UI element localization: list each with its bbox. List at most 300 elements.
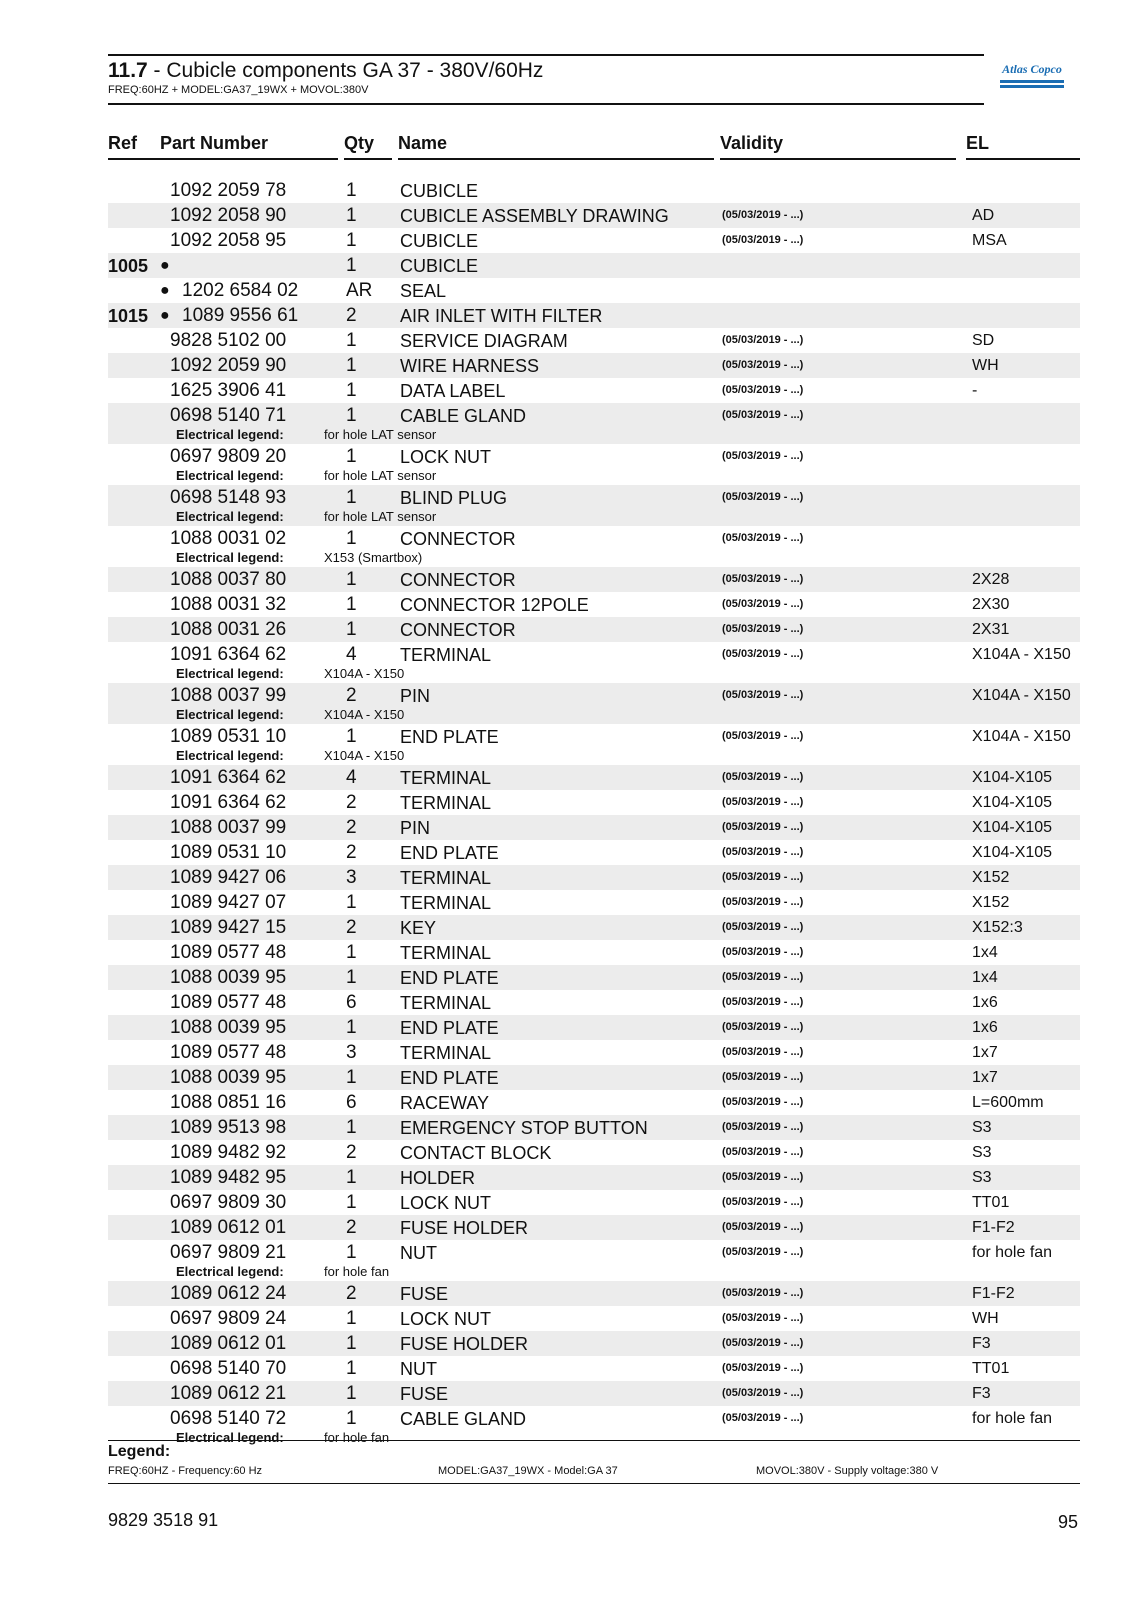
- legend-item-voltage: MOVOL:380V - Supply voltage:380 V: [756, 1465, 939, 1477]
- table-row: [108, 1040, 1080, 1065]
- el-cell: X104-X105: [972, 819, 1053, 836]
- table-row: [108, 683, 1080, 724]
- legend-item-frequency: FREQ:60HZ - Frequency:60 Hz: [108, 1465, 263, 1477]
- column-header-qty: Qty: [344, 130, 392, 160]
- name-cell: LOCK NUT: [400, 447, 492, 467]
- el-cell: X152: [972, 869, 1010, 886]
- brand-logo-text: Atlas Copco: [1002, 62, 1062, 76]
- el-cell: F1-F2: [972, 1285, 1015, 1302]
- el-cell: 1x4: [972, 969, 998, 986]
- section-number: 11.7: [108, 59, 148, 82]
- part-number-cell: 1088 0039 95: [170, 967, 287, 988]
- part-number-cell: 9828 5102 00: [170, 330, 287, 351]
- table-row: [108, 940, 1080, 965]
- column-header-ref: Ref: [108, 130, 160, 160]
- qty-cell: 2: [346, 1142, 357, 1163]
- name-cell: NUT: [400, 1359, 437, 1379]
- validity-cell: (05/03/2019 - ...): [722, 771, 804, 783]
- qty-cell: 1: [346, 380, 357, 401]
- name-cell: FUSE HOLDER: [400, 1334, 529, 1354]
- qty-cell: 3: [346, 1042, 357, 1063]
- table-row: [108, 1090, 1080, 1115]
- el-cell: AD: [972, 207, 995, 224]
- bullet-icon: ●: [160, 257, 170, 274]
- part-number-cell: 1089 0577 48: [170, 992, 287, 1013]
- validity-cell: (05/03/2019 - ...): [722, 821, 804, 833]
- name-cell: CONNECTOR 12POLE: [400, 595, 589, 615]
- name-cell: SERVICE DIAGRAM: [400, 331, 568, 351]
- validity-cell: (05/03/2019 - ...): [722, 1246, 804, 1258]
- column-header-part-number: Part Number: [160, 130, 338, 160]
- validity-cell: (05/03/2019 - ...): [722, 1196, 804, 1208]
- table-row: [108, 567, 1080, 592]
- validity-cell: (05/03/2019 - ...): [722, 1096, 804, 1108]
- part-number-cell: 1089 9482 92: [170, 1142, 287, 1163]
- el-cell: X104A - X150: [972, 728, 1071, 745]
- el-cell: F3: [972, 1335, 991, 1352]
- validity-cell: (05/03/2019 - ...): [722, 689, 804, 701]
- name-cell: TERMINAL: [400, 993, 492, 1013]
- electrical-legend-value: for hole LAT sensor: [324, 427, 437, 442]
- qty-cell: 1: [346, 1192, 357, 1213]
- table-row: [108, 1215, 1080, 1240]
- qty-cell: 1: [346, 967, 357, 988]
- qty-cell: 1: [346, 230, 357, 251]
- el-cell: S3: [972, 1169, 992, 1186]
- part-number-cell: 0698 5140 70: [170, 1358, 287, 1379]
- part-number-cell: 1089 0531 10: [170, 726, 287, 747]
- validity-cell: (05/03/2019 - ...): [722, 491, 804, 503]
- electrical-legend-label: Electrical legend:: [176, 1264, 284, 1279]
- el-cell: 1x4: [972, 944, 998, 961]
- name-cell: TERMINAL: [400, 645, 492, 665]
- logo-bar-top: [1000, 80, 1064, 83]
- bullet-icon: ●: [160, 282, 170, 299]
- table-row: [108, 1281, 1080, 1306]
- validity-cell: (05/03/2019 - ...): [722, 796, 804, 808]
- table-row: [108, 617, 1080, 642]
- name-cell: FUSE: [400, 1284, 449, 1304]
- qty-cell: 1: [346, 330, 357, 351]
- validity-cell: (05/03/2019 - ...): [722, 846, 804, 858]
- validity-cell: (05/03/2019 - ...): [722, 450, 804, 462]
- name-cell: LOCK NUT: [400, 1309, 492, 1329]
- validity-cell: (05/03/2019 - ...): [722, 896, 804, 908]
- validity-cell: (05/03/2019 - ...): [722, 1287, 804, 1299]
- name-cell: EMERGENCY STOP BUTTON: [400, 1118, 648, 1138]
- qty-cell: 4: [346, 644, 357, 665]
- table-row: [108, 1190, 1080, 1215]
- part-number-cell: 1202 6584 02: [182, 280, 299, 301]
- electrical-legend-value: for hole fan: [324, 1430, 390, 1445]
- section-header: [108, 54, 984, 105]
- part-number-cell: 1089 9427 07: [170, 892, 287, 913]
- table-row: [108, 1240, 1080, 1281]
- name-cell: END PLATE: [400, 968, 499, 988]
- validity-cell: (05/03/2019 - ...): [722, 209, 804, 221]
- name-cell: SEAL: [400, 281, 447, 301]
- brand-logo: [1000, 62, 1064, 96]
- table-row: [108, 1015, 1080, 1040]
- part-number-cell: 1088 0037 80: [170, 569, 287, 590]
- table-row: [108, 1381, 1080, 1406]
- el-cell: -: [972, 382, 978, 399]
- validity-cell: (05/03/2019 - ...): [722, 409, 804, 421]
- table-row: [108, 790, 1080, 815]
- electrical-legend-value: X104A - X150: [324, 707, 405, 722]
- table-row: [108, 485, 1080, 526]
- qty-cell: 1: [346, 180, 357, 201]
- name-cell: CONTACT BLOCK: [400, 1143, 552, 1163]
- qty-cell: 3: [346, 867, 357, 888]
- qty-cell: 2: [346, 305, 357, 326]
- name-cell: CUBICLE: [400, 256, 479, 276]
- name-cell: CONNECTOR: [400, 570, 516, 590]
- electrical-legend-label: Electrical legend:: [176, 427, 284, 442]
- column-header-el: EL: [966, 130, 1080, 160]
- name-cell: CABLE GLAND: [400, 406, 527, 426]
- table-row: [108, 228, 1080, 253]
- name-cell: TERMINAL: [400, 868, 492, 888]
- table-row: [108, 865, 1080, 890]
- qty-cell: 1: [346, 1167, 357, 1188]
- legend-box: [108, 1440, 1080, 1484]
- table-row: [108, 1165, 1080, 1190]
- part-number-cell: 0698 5140 71: [170, 405, 287, 426]
- qty-cell: 1: [346, 405, 357, 426]
- el-cell: F3: [972, 1385, 991, 1402]
- part-number-cell: 0697 9809 20: [170, 446, 287, 467]
- name-cell: CABLE GLAND: [400, 1409, 527, 1429]
- part-number-cell: 1089 9427 15: [170, 917, 287, 938]
- electrical-legend-value: for hole LAT sensor: [324, 468, 437, 483]
- table-row: [108, 328, 1080, 353]
- part-number-cell: 0697 9809 24: [170, 1308, 287, 1329]
- validity-cell: (05/03/2019 - ...): [722, 648, 804, 660]
- name-cell: PIN: [400, 818, 431, 838]
- part-number-cell: 1089 9513 98: [170, 1117, 287, 1138]
- part-number-cell: 1089 0577 48: [170, 942, 287, 963]
- part-number-cell: 1089 0612 21: [170, 1383, 287, 1404]
- part-number-cell: 1092 2059 90: [170, 355, 287, 376]
- name-cell: CUBICLE: [400, 231, 479, 251]
- name-cell: CUBICLE: [400, 181, 479, 201]
- part-number-cell: 1092 2058 95: [170, 230, 287, 251]
- validity-cell: (05/03/2019 - ...): [722, 384, 804, 396]
- name-cell: CUBICLE ASSEMBLY DRAWING: [400, 206, 669, 226]
- qty-cell: 2: [346, 685, 357, 706]
- name-cell: DATA LABEL: [400, 381, 506, 401]
- el-cell: 1x6: [972, 994, 998, 1011]
- part-number-cell: 0697 9809 21: [170, 1242, 287, 1263]
- page-subtitle: FREQ:60HZ + MODEL:GA37_19WX + MOVOL:380V: [108, 84, 369, 96]
- name-cell: TERMINAL: [400, 793, 492, 813]
- name-cell: END PLATE: [400, 1068, 499, 1088]
- electrical-legend-label: Electrical legend:: [176, 666, 284, 681]
- el-cell: S3: [972, 1119, 992, 1136]
- validity-cell: (05/03/2019 - ...): [722, 573, 804, 585]
- qty-cell: 2: [346, 1283, 357, 1304]
- qty-cell: 1: [346, 1308, 357, 1329]
- el-cell: X104-X105: [972, 794, 1053, 811]
- el-cell: 2X31: [972, 621, 1010, 638]
- part-number-cell: 1091 6364 62: [170, 644, 287, 665]
- part-number-cell: 1089 9427 06: [170, 867, 287, 888]
- table-row: [108, 815, 1080, 840]
- name-cell: BLIND PLUG: [400, 488, 508, 508]
- qty-cell: 1: [346, 355, 357, 376]
- el-cell: 1x7: [972, 1069, 998, 1086]
- part-number-cell: 1625 3906 41: [170, 380, 287, 401]
- electrical-legend-label: Electrical legend:: [176, 509, 284, 524]
- part-number-cell: 1088 0031 26: [170, 619, 287, 640]
- qty-cell: AR: [346, 280, 373, 301]
- table-row: [108, 444, 1080, 485]
- validity-cell: (05/03/2019 - ...): [722, 1312, 804, 1324]
- parts-table: [108, 178, 1080, 1447]
- qty-cell: 1: [346, 1408, 357, 1429]
- name-cell: HOLDER: [400, 1168, 476, 1188]
- part-number-cell: 1089 0612 01: [170, 1333, 287, 1354]
- validity-cell: (05/03/2019 - ...): [722, 1171, 804, 1183]
- qty-cell: 1: [346, 1117, 357, 1138]
- table-row: [108, 1331, 1080, 1356]
- name-cell: TERMINAL: [400, 1043, 492, 1063]
- table-row: [108, 1306, 1080, 1331]
- qty-cell: 2: [346, 842, 357, 863]
- qty-cell: 1: [346, 1017, 357, 1038]
- qty-cell: 1: [346, 205, 357, 226]
- el-cell: WH: [972, 357, 999, 374]
- validity-cell: (05/03/2019 - ...): [722, 1121, 804, 1133]
- table-row: [108, 253, 1080, 278]
- table-row: [108, 592, 1080, 617]
- table-row: [108, 990, 1080, 1015]
- qty-cell: 4: [346, 767, 357, 788]
- table-row: [108, 526, 1080, 567]
- el-cell: X104A - X150: [972, 646, 1071, 663]
- table-row: [108, 278, 1080, 303]
- logo-bar-bottom: [1000, 85, 1064, 88]
- qty-cell: 1: [346, 446, 357, 467]
- validity-cell: (05/03/2019 - ...): [722, 1337, 804, 1349]
- validity-cell: (05/03/2019 - ...): [722, 1221, 804, 1233]
- table-row: [108, 303, 1080, 328]
- table-row: [108, 890, 1080, 915]
- table-row: [108, 840, 1080, 865]
- legend-title: Legend:: [108, 1443, 171, 1460]
- name-cell: FUSE: [400, 1384, 449, 1404]
- part-number-cell: 1091 6364 62: [170, 792, 287, 813]
- part-number-cell: 1091 6364 62: [170, 767, 287, 788]
- validity-cell: (05/03/2019 - ...): [722, 359, 804, 371]
- part-number-cell: 1088 0031 02: [170, 528, 287, 549]
- validity-cell: (05/03/2019 - ...): [722, 730, 804, 742]
- section-title: - Cubicle components GA 37 - 380V/60Hz: [147, 59, 544, 82]
- column-header-name: Name: [398, 130, 714, 160]
- name-cell: LOCK NUT: [400, 1193, 492, 1213]
- name-cell: TERMINAL: [400, 893, 492, 913]
- qty-cell: 1: [346, 1333, 357, 1354]
- part-number-cell: 1092 2058 90: [170, 205, 287, 226]
- qty-cell: 1: [346, 1067, 357, 1088]
- qty-cell: 1: [346, 892, 357, 913]
- validity-cell: (05/03/2019 - ...): [722, 1071, 804, 1083]
- name-cell: TERMINAL: [400, 943, 492, 963]
- qty-cell: 2: [346, 917, 357, 938]
- table-row: [108, 1065, 1080, 1090]
- validity-cell: (05/03/2019 - ...): [722, 871, 804, 883]
- validity-cell: (05/03/2019 - ...): [722, 598, 804, 610]
- electrical-legend-value: X153 (Smartbox): [324, 550, 423, 565]
- electrical-legend-value: for hole LAT sensor: [324, 509, 437, 524]
- el-cell: X152: [972, 894, 1010, 911]
- part-number-cell: 1089 0531 10: [170, 842, 287, 863]
- column-header-validity: Validity: [720, 130, 956, 160]
- el-cell: F1-F2: [972, 1219, 1015, 1236]
- el-cell: MSA: [972, 232, 1007, 249]
- electrical-legend-label: Electrical legend:: [176, 707, 284, 722]
- part-number-cell: 1088 0851 16: [170, 1092, 287, 1113]
- el-cell: TT01: [972, 1194, 1010, 1211]
- qty-cell: 2: [346, 817, 357, 838]
- part-number-cell: 0698 5140 72: [170, 1408, 287, 1429]
- part-number-cell: 1088 0039 95: [170, 1017, 287, 1038]
- table-row: [108, 203, 1080, 228]
- qty-cell: 1: [346, 569, 357, 590]
- name-cell: PIN: [400, 686, 431, 706]
- el-cell: 2X30: [972, 596, 1010, 613]
- validity-cell: (05/03/2019 - ...): [722, 1362, 804, 1374]
- qty-cell: 1: [346, 594, 357, 615]
- validity-cell: (05/03/2019 - ...): [722, 1021, 804, 1033]
- part-number-cell: 1088 0037 99: [170, 685, 287, 706]
- qty-cell: 6: [346, 1092, 357, 1113]
- el-cell: X104-X105: [972, 769, 1053, 786]
- part-number-cell: 1088 0031 32: [170, 594, 287, 615]
- validity-cell: (05/03/2019 - ...): [722, 532, 804, 544]
- electrical-legend-label: Electrical legend:: [176, 1430, 284, 1445]
- part-number-cell: 1088 0039 95: [170, 1067, 287, 1088]
- table-row: [108, 353, 1080, 378]
- table-row: [108, 965, 1080, 990]
- name-cell: WIRE HARNESS: [400, 356, 540, 376]
- el-cell: L=600mm: [972, 1094, 1044, 1111]
- name-cell: RACEWAY: [400, 1093, 490, 1113]
- name-cell: END PLATE: [400, 1018, 499, 1038]
- qty-cell: 1: [346, 942, 357, 963]
- electrical-legend-value: X104A - X150: [324, 666, 405, 681]
- el-cell: SD: [972, 332, 995, 349]
- qty-cell: 1: [346, 1383, 357, 1404]
- name-cell: CONNECTOR: [400, 620, 516, 640]
- validity-cell: (05/03/2019 - ...): [722, 1387, 804, 1399]
- part-number-cell: 1092 2059 78: [170, 180, 287, 201]
- name-cell: KEY: [400, 918, 437, 938]
- part-number-cell: 0697 9809 30: [170, 1192, 287, 1213]
- el-cell: 1x7: [972, 1044, 998, 1061]
- validity-cell: (05/03/2019 - ...): [722, 946, 804, 958]
- electrical-legend-label: Electrical legend:: [176, 748, 284, 763]
- name-cell: NUT: [400, 1243, 437, 1263]
- el-cell: TT01: [972, 1360, 1010, 1377]
- validity-cell: (05/03/2019 - ...): [722, 1146, 804, 1158]
- part-number-cell: 1089 9482 95: [170, 1167, 287, 1188]
- name-cell: CONNECTOR: [400, 529, 516, 549]
- el-cell: for hole fan: [972, 1244, 1053, 1261]
- electrical-legend-value: X104A - X150: [324, 748, 405, 763]
- part-number-cell: 0698 5148 93: [170, 487, 287, 508]
- qty-cell: 1: [346, 1242, 357, 1263]
- document-number: 9829 3518 91: [108, 1510, 219, 1530]
- table-row: [108, 403, 1080, 444]
- part-number-cell: 1089 0612 01: [170, 1217, 287, 1238]
- el-cell: S3: [972, 1144, 992, 1161]
- electrical-legend-label: Electrical legend:: [176, 468, 284, 483]
- electrical-legend-value: for hole fan: [324, 1264, 390, 1279]
- el-cell: X104-X105: [972, 844, 1053, 861]
- validity-cell: (05/03/2019 - ...): [722, 623, 804, 635]
- ref-cell: 1015: [108, 306, 149, 326]
- qty-cell: 1: [346, 528, 357, 549]
- table-row: [108, 642, 1080, 683]
- table-row: [108, 1115, 1080, 1140]
- name-cell: END PLATE: [400, 727, 499, 747]
- validity-cell: (05/03/2019 - ...): [722, 334, 804, 346]
- validity-cell: (05/03/2019 - ...): [722, 921, 804, 933]
- qty-cell: 6: [346, 992, 357, 1013]
- name-cell: AIR INLET WITH FILTER: [400, 306, 603, 326]
- part-number-cell: 1089 0577 48: [170, 1042, 287, 1063]
- table-row: [108, 378, 1080, 403]
- qty-cell: 2: [346, 792, 357, 813]
- table-row: [108, 765, 1080, 790]
- name-cell: TERMINAL: [400, 768, 492, 788]
- name-cell: FUSE HOLDER: [400, 1218, 529, 1238]
- table-row: [108, 724, 1080, 765]
- el-cell: WH: [972, 1310, 999, 1327]
- page-number: 95: [1058, 1512, 1079, 1532]
- page-title: [108, 59, 543, 83]
- name-cell: END PLATE: [400, 843, 499, 863]
- ref-cell: 1005: [108, 256, 149, 276]
- validity-cell: (05/03/2019 - ...): [722, 996, 804, 1008]
- electrical-legend-label: Electrical legend:: [176, 550, 284, 565]
- part-number-cell: 1088 0037 99: [170, 817, 287, 838]
- el-cell: 1x6: [972, 1019, 998, 1036]
- qty-cell: 1: [346, 726, 357, 747]
- part-number-cell: 1089 0612 24: [170, 1283, 287, 1304]
- validity-cell: (05/03/2019 - ...): [722, 234, 804, 246]
- el-cell: 2X28: [972, 571, 1010, 588]
- qty-cell: 1: [346, 255, 357, 276]
- table-row: [108, 1356, 1080, 1381]
- validity-cell: (05/03/2019 - ...): [722, 971, 804, 983]
- part-number-cell: 1089 9556 61: [182, 305, 299, 326]
- bullet-icon: ●: [160, 307, 170, 324]
- table-row: [108, 178, 1080, 203]
- table-row: [108, 915, 1080, 940]
- validity-cell: (05/03/2019 - ...): [722, 1412, 804, 1424]
- table-row: [108, 1140, 1080, 1165]
- el-cell: X152:3: [972, 919, 1023, 936]
- validity-cell: (05/03/2019 - ...): [722, 1046, 804, 1058]
- el-cell: X104A - X150: [972, 687, 1071, 704]
- qty-cell: 1: [346, 1358, 357, 1379]
- qty-cell: 2: [346, 1217, 357, 1238]
- el-cell: for hole fan: [972, 1410, 1053, 1427]
- legend-item-model: MODEL:GA37_19WX - Model:GA 37: [438, 1465, 618, 1477]
